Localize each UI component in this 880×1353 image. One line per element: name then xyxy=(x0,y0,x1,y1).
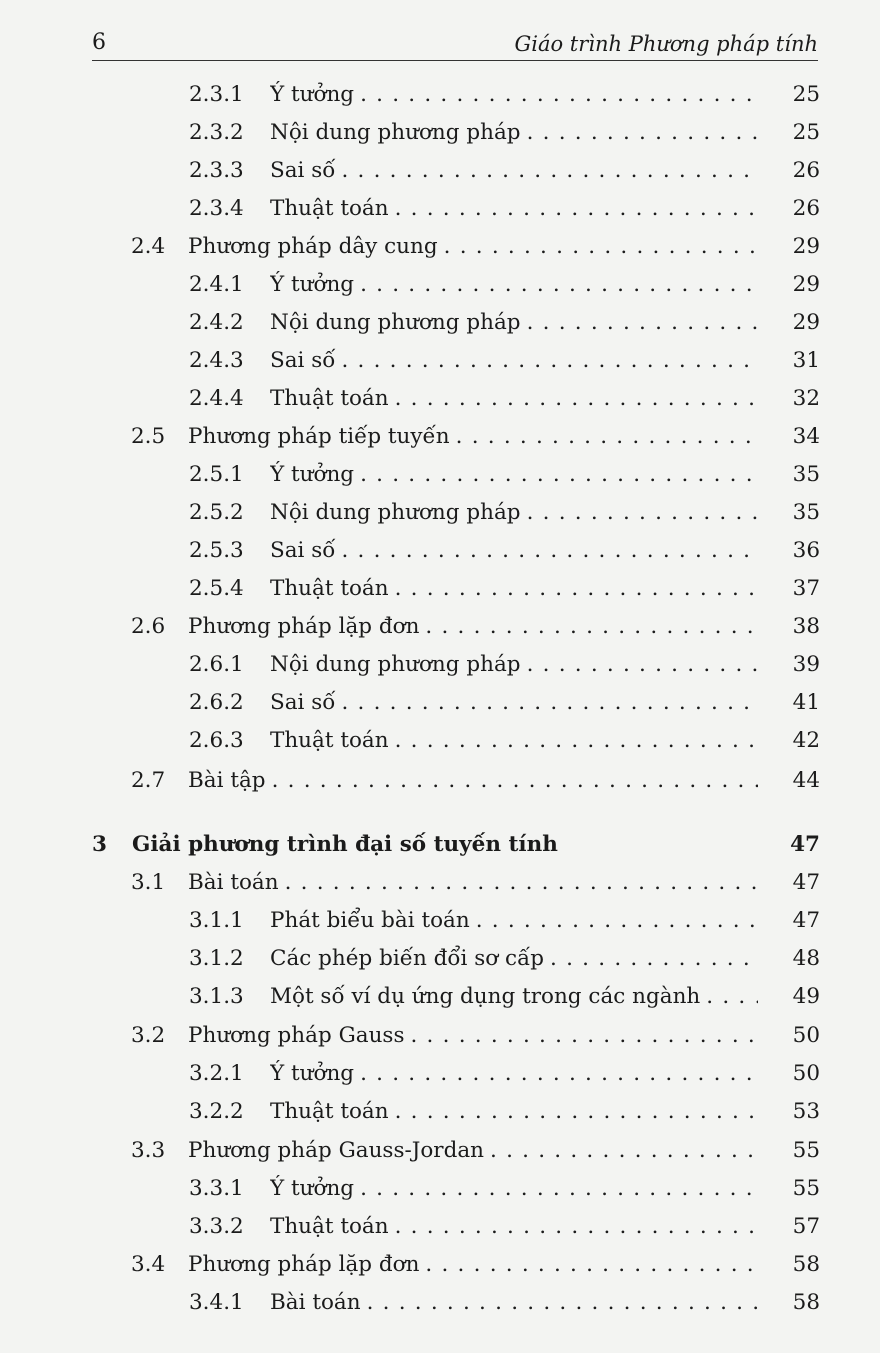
toc-entry[interactable] xyxy=(0,532,820,570)
toc-entry[interactable] xyxy=(0,1170,820,1208)
toc-entry-number: 2.6.2 xyxy=(189,690,244,715)
toc-entry[interactable] xyxy=(0,76,820,114)
toc-entry[interactable] xyxy=(0,152,820,190)
toc-entry-title-leader xyxy=(270,76,758,114)
toc-entry-page: 42 xyxy=(792,728,820,753)
toc-entry-title-leader xyxy=(132,826,758,864)
toc-entry[interactable] xyxy=(0,1246,820,1284)
toc-entry-title-leader xyxy=(270,532,758,570)
toc-entry-number: 2.3.2 xyxy=(189,120,244,145)
toc-entry-title-leader xyxy=(270,1284,758,1322)
toc-entry-title-leader xyxy=(270,646,758,684)
toc-entry-title-leader xyxy=(270,342,758,380)
toc-entry-page: 47 xyxy=(790,832,820,857)
toc-entry-title: Bài toán xyxy=(188,870,285,895)
toc-entry-page: 39 xyxy=(792,652,820,677)
toc-entry-number: 2.4.1 xyxy=(189,272,244,297)
toc-entry[interactable] xyxy=(0,456,820,494)
toc-entry-title: Một số ví dụ ứng dụng trong các ngành xyxy=(270,984,706,1009)
toc-entry[interactable] xyxy=(0,570,820,608)
toc-entry[interactable] xyxy=(0,646,820,684)
toc-entry[interactable] xyxy=(0,826,820,864)
toc-entry-title-leader xyxy=(270,940,758,978)
toc-entry-title: Sai số xyxy=(270,690,341,715)
toc-entry-title-leader xyxy=(270,1170,758,1208)
toc-entry-number: 3.2 xyxy=(131,1023,166,1048)
toc-entry-title: Nội dung phương pháp xyxy=(270,500,527,525)
toc-entry-title-leader xyxy=(270,494,758,532)
toc-entry[interactable] xyxy=(0,1284,820,1322)
toc-entry-page: 37 xyxy=(792,576,820,601)
running-title: Giáo trình Phương pháp tính xyxy=(514,32,818,56)
toc-entry-title: Thuật toán xyxy=(270,196,395,221)
toc-entry-number: 2.6.3 xyxy=(189,728,244,753)
toc-entry-page: 26 xyxy=(792,158,820,183)
toc-entry[interactable] xyxy=(0,418,820,456)
toc-entry-title-leader xyxy=(188,1017,758,1055)
toc-entry[interactable] xyxy=(0,940,820,978)
toc-entry-title-leader xyxy=(270,722,758,760)
toc-entry-page: 47 xyxy=(792,908,820,933)
toc-entry-title-leader xyxy=(188,418,758,456)
toc-entry[interactable] xyxy=(0,1055,820,1093)
toc-entry-number: 2.5.3 xyxy=(189,538,244,563)
toc-entry-title: Thuật toán xyxy=(270,576,395,601)
toc-entry-page: 58 xyxy=(792,1290,820,1315)
toc-entry-title: Nội dung phương pháp xyxy=(270,652,527,677)
toc-entry-title: Phương pháp Gauss xyxy=(188,1023,410,1048)
toc-entry-page: 25 xyxy=(792,82,820,107)
toc-entry-number: 2.6 xyxy=(131,614,166,639)
toc-entry-number: 3.2.2 xyxy=(189,1099,244,1124)
toc-entry-title: Phương pháp tiếp tuyến xyxy=(188,424,456,449)
toc-entry-page: 32 xyxy=(792,386,820,411)
toc-entry[interactable] xyxy=(0,304,820,342)
toc-entry-title: Ý tưởng xyxy=(270,272,360,297)
toc-entry-title-leader xyxy=(270,456,758,494)
toc-entry[interactable] xyxy=(0,190,820,228)
toc-entry-number: 2.3.1 xyxy=(189,82,244,107)
toc-entry-number: 2.6.1 xyxy=(189,652,244,677)
toc-entry-page: 53 xyxy=(792,1099,820,1124)
toc-entry-title-leader xyxy=(188,228,758,266)
toc-entry[interactable] xyxy=(0,1093,820,1131)
toc-entry-page: 29 xyxy=(792,310,820,335)
toc-entry[interactable] xyxy=(0,342,820,380)
toc-entry[interactable] xyxy=(0,1017,820,1055)
toc-entry-title: Sai số xyxy=(270,158,341,183)
toc-entry[interactable] xyxy=(0,722,820,760)
toc-entry[interactable] xyxy=(0,380,820,418)
toc-entry[interactable] xyxy=(0,902,820,940)
toc-entry-number: 2.4.2 xyxy=(189,310,244,335)
toc-entry-number: 3.3.1 xyxy=(189,1176,244,1201)
toc-entry-number: 3 xyxy=(92,832,107,857)
toc-entry[interactable] xyxy=(0,494,820,532)
toc-entry[interactable] xyxy=(0,684,820,722)
toc-entry[interactable] xyxy=(0,114,820,152)
toc-entry-number: 2.5.2 xyxy=(189,500,244,525)
toc-entry-title: Các phép biến đổi sơ cấp xyxy=(270,946,550,971)
toc-entry-page: 48 xyxy=(792,946,820,971)
toc-entry-title-leader xyxy=(270,684,758,722)
toc-entry-page: 26 xyxy=(792,196,820,221)
toc-entry-number: 2.7 xyxy=(131,768,166,793)
toc-entry-number: 2.3.3 xyxy=(189,158,244,183)
toc-entry-page: 58 xyxy=(792,1252,820,1277)
toc-entry-title-leader xyxy=(270,570,758,608)
toc-entry-title-leader xyxy=(270,152,758,190)
toc-entry-title: Ý tưởng xyxy=(270,462,360,487)
toc-entry-title: Nội dung phương pháp xyxy=(270,310,527,335)
toc-entry-title-leader xyxy=(188,1132,758,1170)
toc-entry-number: 3.4.1 xyxy=(189,1290,244,1315)
toc-entry-page: 55 xyxy=(792,1138,820,1163)
toc-entry[interactable] xyxy=(0,864,820,902)
toc-entry-page: 47 xyxy=(792,870,820,895)
toc-entry-title: Giải phương trình đại số tuyến tính xyxy=(132,832,564,857)
toc-entry-number: 2.4.4 xyxy=(189,386,244,411)
toc-entry-page: 25 xyxy=(792,120,820,145)
toc-entry[interactable] xyxy=(0,228,820,266)
toc-entry-title-leader xyxy=(188,1246,758,1284)
toc-entry-page: 31 xyxy=(792,348,820,373)
toc-entry-number: 2.4.3 xyxy=(189,348,244,373)
toc-entry-number: 3.3.2 xyxy=(189,1214,244,1239)
toc-entry-title-leader xyxy=(188,608,758,646)
toc-entry-number: 2.3.4 xyxy=(189,196,244,221)
toc-entry-page: 41 xyxy=(792,690,820,715)
toc-entry-title-leader xyxy=(270,114,758,152)
toc-entry-title-leader xyxy=(270,266,758,304)
toc-entry[interactable] xyxy=(0,608,820,646)
toc-entry-page: 36 xyxy=(792,538,820,563)
toc-entry-page: 57 xyxy=(792,1214,820,1239)
toc-entry-number: 3.1.3 xyxy=(189,984,244,1009)
toc-entry-page: 44 xyxy=(792,768,820,793)
toc-entry-title: Sai số xyxy=(270,348,341,373)
toc-entry[interactable] xyxy=(0,266,820,304)
toc-entry-number: 3.2.1 xyxy=(189,1061,244,1086)
toc-entry-title: Thuật toán xyxy=(270,1214,395,1239)
toc-entry-page: 35 xyxy=(792,500,820,525)
toc-entry-number: 2.4 xyxy=(131,234,166,259)
toc-entry-number: 3.1 xyxy=(131,870,166,895)
toc-entry[interactable] xyxy=(0,1208,820,1246)
toc-entry-page: 29 xyxy=(792,234,820,259)
toc-entry-title-leader xyxy=(270,1055,758,1093)
toc-entry-title-leader xyxy=(270,304,758,342)
toc-entry-page: 50 xyxy=(792,1023,820,1048)
toc-entry-title: Ý tưởng xyxy=(270,1061,360,1086)
toc-entry-title-leader xyxy=(270,1093,758,1131)
toc-entry[interactable] xyxy=(0,762,820,800)
toc-entry-number: 2.5.1 xyxy=(189,462,244,487)
toc-entry-title-leader xyxy=(270,1208,758,1246)
toc-entry-title: Bài tập xyxy=(188,768,272,793)
toc-entry-title-leader xyxy=(270,978,758,1016)
toc-entry-title-leader xyxy=(270,190,758,228)
toc-entry-page: 34 xyxy=(792,424,820,449)
toc-entry-title: Nội dung phương pháp xyxy=(270,120,527,145)
toc-entry-title: Sai số xyxy=(270,538,341,563)
page-number: 6 xyxy=(92,30,106,55)
toc-entry-title: Phương pháp dây cung xyxy=(188,234,444,259)
toc-entry-number: 3.1.1 xyxy=(189,908,244,933)
toc-entry-number: 3.1.2 xyxy=(189,946,244,971)
toc-entry-title-leader xyxy=(270,902,758,940)
toc-entry-title-leader xyxy=(188,762,758,800)
toc-entry-page: 50 xyxy=(792,1061,820,1086)
toc-entry-page: 38 xyxy=(792,614,820,639)
toc-entry-title-leader xyxy=(270,380,758,418)
toc-entry-number: 2.5.4 xyxy=(189,576,244,601)
toc-entry-number: 2.5 xyxy=(131,424,166,449)
toc-entry-title: Thuật toán xyxy=(270,1099,395,1124)
toc-entry-title-leader xyxy=(188,864,758,902)
toc-entry-title: Thuật toán xyxy=(270,386,395,411)
toc-entry-number: 3.3 xyxy=(131,1138,166,1163)
toc-entry[interactable] xyxy=(0,1132,820,1170)
toc-entry-title: Bài toán xyxy=(270,1290,367,1315)
toc-entry-page: 29 xyxy=(792,272,820,297)
toc-entry-page: 55 xyxy=(792,1176,820,1201)
toc-entry-page: 49 xyxy=(792,984,820,1009)
toc-entry-title: Phát biểu bài toán xyxy=(270,908,476,933)
toc-entry-title: Ý tưởng xyxy=(270,82,360,107)
toc-entry-title: Phương pháp lặp đơn xyxy=(188,614,425,639)
toc-entry-page: 35 xyxy=(792,462,820,487)
toc-entry-number: 3.4 xyxy=(131,1252,166,1277)
toc-entry-title: Phương pháp Gauss-Jordan xyxy=(188,1138,490,1163)
toc-entry-title: Phương pháp lặp đơn xyxy=(188,1252,425,1277)
toc-entry-title: Ý tưởng xyxy=(270,1176,360,1201)
toc-entry-title: Thuật toán xyxy=(270,728,395,753)
toc-entry[interactable] xyxy=(0,978,820,1016)
